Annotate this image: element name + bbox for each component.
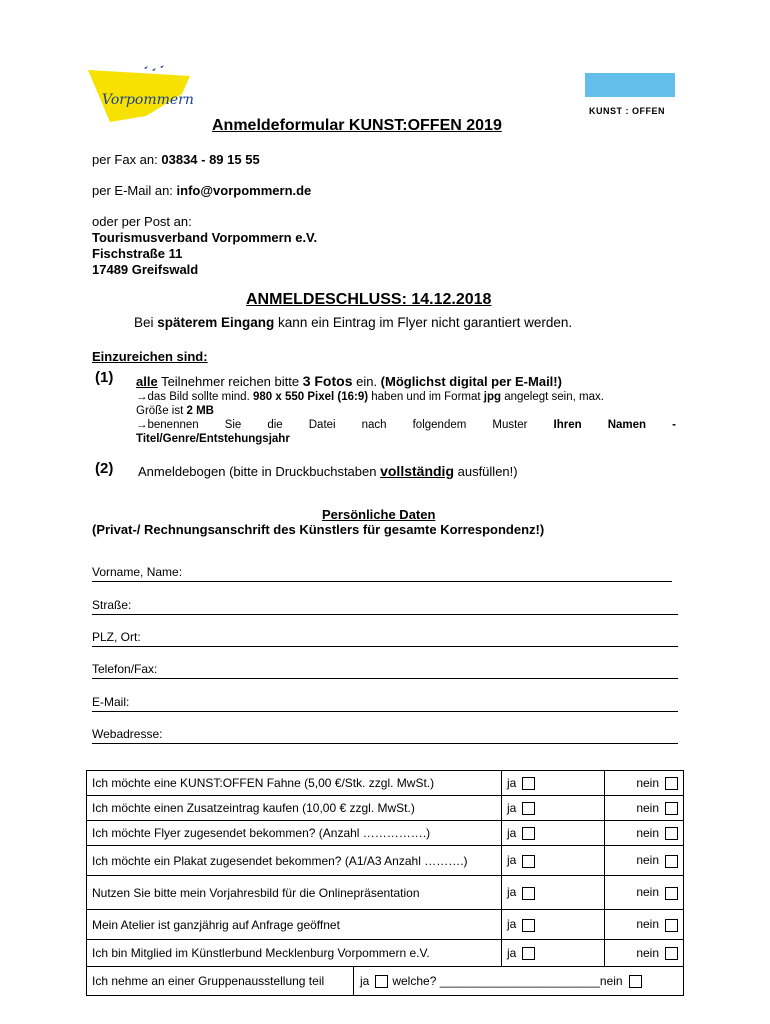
item1-b-post: angelegt sein, max. — [501, 391, 604, 403]
item1-c-word: nach — [361, 419, 387, 431]
option-question: Ich bin Mitglied im Künstlerbund Mecklenburg Vorpommern e.V. — [87, 940, 502, 967]
item1-b-mid: haben und im Format — [368, 391, 484, 403]
field-label: Webadresse: — [92, 727, 163, 741]
item1-line-b2 — [136, 404, 214, 418]
item1-b-pre: das Bild sollte mind. — [147, 391, 253, 403]
name-field[interactable] — [92, 561, 672, 582]
post-line: Tourismusverband Vorpommern e.V. — [92, 230, 318, 245]
option-question: Ich möchte einen Zusatzeintrag kaufen (10,00 € zzgl. MwSt.) — [87, 796, 502, 821]
item1-text: Teilnehmer reichen bitte — [157, 374, 303, 389]
logo-text: Vorpommern — [102, 92, 194, 108]
note-bold: späterem Eingang — [157, 315, 275, 330]
option-no[interactable]: nein — [605, 940, 684, 967]
kunst-offen-label: KUNST : OFFEN — [589, 106, 665, 116]
item1-c-bold: Ihren — [553, 419, 582, 431]
group-row — [87, 967, 684, 996]
note-pre: Bei — [134, 315, 158, 330]
post-address — [92, 214, 317, 278]
option-question: Mein Atelier ist ganzjährig auf Anfrage geöffnet — [87, 910, 502, 940]
group-options — [354, 974, 683, 988]
deadline-note — [134, 315, 572, 331]
phone-field[interactable] — [92, 658, 678, 679]
item1-digital: (Möglichst digital per E-Mail!) — [380, 374, 562, 389]
field-label: PLZ, Ort: — [92, 630, 141, 644]
item2-pre: Anmeldebogen (bitte in Druckbuchstaben — [138, 464, 381, 479]
street-field[interactable] — [92, 594, 678, 615]
options-table — [86, 770, 684, 996]
table-row — [87, 771, 684, 796]
checkbox-yes[interactable] — [375, 975, 388, 988]
item1-c-word: Muster — [492, 419, 528, 431]
item1-b-fmt: jpg — [483, 391, 502, 403]
checkbox-yes[interactable] — [522, 855, 535, 868]
mail-address[interactable]: info@vorpommern.de — [176, 183, 312, 198]
option-yes[interactable]: ja — [502, 771, 605, 796]
item1-b2-pre: Größe ist — [136, 405, 187, 417]
item1-line-c — [136, 418, 676, 432]
option-question: Ich möchte eine KUNST:OFFEN Fahne (5,00 €/Stk. zzgl. MwSt.) — [87, 771, 502, 796]
personal-subheading: (Privat-/ Rechnungsanschrift des Künstlers für gesamte Korrespondenz!) — [92, 522, 545, 537]
table-row — [87, 821, 684, 846]
item1-c-bold: - — [672, 419, 676, 431]
fax-line — [92, 152, 260, 168]
checkbox-no[interactable] — [665, 802, 678, 815]
website-field[interactable] — [92, 723, 678, 744]
item2-post: ausfüllen!) — [454, 464, 518, 479]
field-label: E-Mail: — [92, 695, 130, 709]
page-title: Anmeldeformular KUNST:OFFEN 2019 — [212, 117, 502, 134]
item1-line-c2: Titel/Genre/Entstehungsjahr — [136, 433, 290, 445]
table-row — [87, 796, 684, 821]
item1-c-bold: Namen — [607, 419, 647, 431]
option-yes[interactable]: ja — [502, 940, 605, 967]
field-label: Telefon/Fax: — [92, 662, 158, 676]
checkbox-yes[interactable] — [522, 802, 535, 815]
item1-line-b — [136, 390, 604, 404]
arrow-icon: → — [136, 419, 148, 431]
item1-c-word: Datei — [308, 419, 336, 431]
item1-c-word: Sie — [224, 419, 242, 431]
item1-c-word: folgendem — [412, 419, 467, 431]
vorpommern-logo — [86, 64, 196, 126]
option-no[interactable]: nein — [605, 846, 684, 876]
checkbox-no[interactable] — [665, 947, 678, 960]
item1-ein: ein. — [352, 374, 381, 389]
fax-prefix: per Fax an: — [92, 152, 162, 167]
checkbox-no[interactable] — [665, 887, 678, 900]
item1-line-a — [136, 373, 562, 390]
city-field[interactable] — [92, 626, 678, 647]
table-row — [87, 876, 684, 910]
option-question: Ich möchte ein Plakat zugesendet bekommen? (A1/A3 Anzahl ……….) — [87, 846, 502, 876]
field-label: Vorname, Name: — [92, 565, 183, 579]
checkbox-yes[interactable] — [522, 919, 535, 932]
mail-prefix: per E-Mail an: — [92, 183, 177, 198]
checkbox-yes[interactable] — [522, 827, 535, 840]
option-question: Nutzen Sie bitte mein Vorjahresbild für die Onlinepräsentation — [87, 876, 502, 910]
option-yes[interactable]: ja — [502, 796, 605, 821]
option-no[interactable]: nein — [605, 821, 684, 846]
option-no[interactable]: nein — [605, 876, 684, 910]
note-post: kann ein Eintrag im Flyer nicht garantiert werden. — [274, 315, 573, 330]
option-yes[interactable]: ja — [502, 821, 605, 846]
item1-b2-mb: 2 MB — [186, 405, 214, 417]
item1-alle: alle — [136, 374, 158, 389]
checkbox-yes[interactable] — [522, 777, 535, 790]
checkbox-no[interactable] — [665, 855, 678, 868]
mail-line — [92, 183, 311, 199]
submit-heading: Einzureichen sind: — [92, 349, 208, 364]
table-row — [87, 910, 684, 940]
post-line: 17489 Greifswald — [92, 262, 199, 277]
checkbox-no[interactable] — [629, 975, 642, 988]
checkbox-yes[interactable] — [522, 947, 535, 960]
option-yes[interactable]: ja — [502, 876, 605, 910]
option-yes[interactable]: ja — [502, 846, 605, 876]
item2-number: (2) — [95, 460, 114, 477]
checkbox-yes[interactable] — [522, 887, 535, 900]
table-row — [87, 967, 684, 996]
post-intro: oder per Post an: — [92, 214, 192, 229]
kunst-offen-logo — [585, 73, 675, 97]
fax-number: 03834 - 89 15 55 — [161, 152, 260, 167]
group-which[interactable]: welche? ________________________ — [392, 973, 600, 988]
item1-fotos: 3 Fotos — [302, 373, 353, 389]
item2-bold: vollständig — [380, 463, 454, 479]
group-no: nein — [599, 973, 623, 988]
group-yes: ja — [360, 973, 370, 988]
deadline-title: ANMELDESCHLUSS: 14.12.2018 — [246, 291, 492, 308]
table-row — [87, 940, 684, 967]
checkbox-no[interactable] — [665, 919, 678, 932]
table-row — [87, 846, 684, 876]
arrow-icon: → — [136, 391, 148, 403]
group-question: Ich nehme an einer Gruppenausstellung teil — [87, 967, 354, 995]
personal-heading: Persönliche Daten — [322, 507, 436, 522]
option-no[interactable]: nein — [605, 910, 684, 940]
item1-c-word: die — [267, 419, 283, 431]
item1-c-word: →benennen — [136, 419, 199, 431]
option-question: Ich möchte Flyer zugesendet bekommen? (Anzahl …………….) — [87, 821, 502, 846]
option-no[interactable]: nein — [605, 771, 684, 796]
option-no[interactable]: nein — [605, 796, 684, 821]
item2-line — [138, 463, 518, 480]
item1-number: (1) — [95, 369, 114, 386]
item1-b-size: 980 x 550 Pixel (16:9) — [252, 391, 369, 403]
checkbox-no[interactable] — [665, 827, 678, 840]
option-yes[interactable]: ja — [502, 910, 605, 940]
field-label: Straße: — [92, 598, 132, 612]
post-line: Fischstraße 11 — [92, 246, 183, 261]
email-field[interactable] — [92, 691, 678, 712]
checkbox-no[interactable] — [665, 777, 678, 790]
